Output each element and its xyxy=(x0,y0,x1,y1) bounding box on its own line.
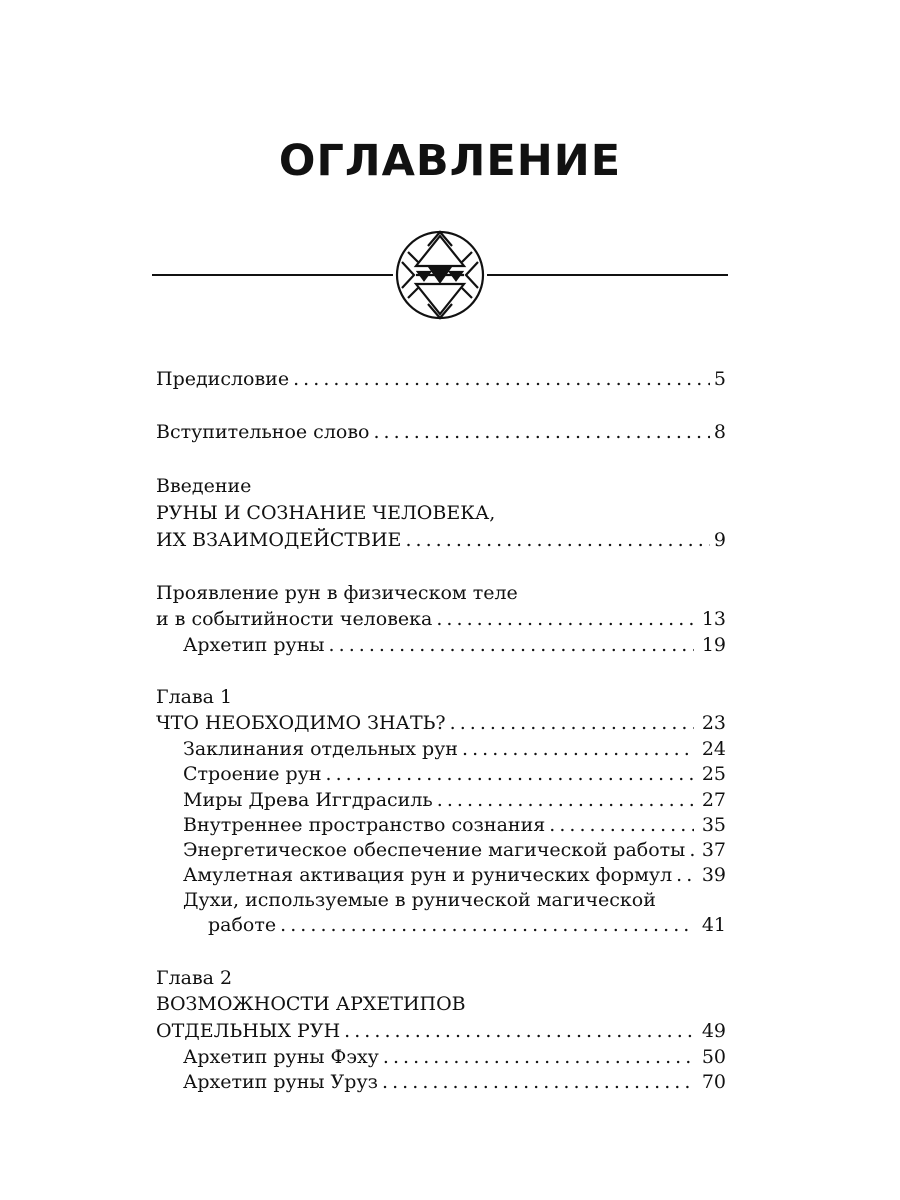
page-title: ОГЛАВЛЕНИЕ xyxy=(278,136,622,186)
entry-title: Амулетная активация рун и рунических формул xyxy=(183,864,673,886)
entry-title: Вступительное слово xyxy=(156,421,370,443)
spirits-line1: Духи, используемые в рунической магической xyxy=(183,889,656,911)
leader-dots xyxy=(549,813,694,838)
entry-page: 19 xyxy=(701,634,726,656)
leader-dots xyxy=(293,367,710,392)
entry-title: Строение рун xyxy=(183,763,322,785)
title-ornament xyxy=(152,228,728,324)
toc-subentry[interactable] xyxy=(183,633,726,659)
entry-page: 8 xyxy=(713,421,726,443)
leader-dots xyxy=(462,737,694,762)
leader-dots xyxy=(383,1045,694,1070)
entry-title: Архетип руны Фэху xyxy=(183,1046,379,1068)
entry-page: 9 xyxy=(713,529,726,551)
entry-page: 50 xyxy=(701,1046,726,1068)
toc-subentry[interactable] xyxy=(183,1070,726,1096)
entry-page: 41 xyxy=(701,914,726,936)
toc-subentry[interactable] xyxy=(183,813,726,839)
toc-entry-chapter1[interactable] xyxy=(156,711,726,737)
entry-title: Миры Древа Иггдрасиль xyxy=(183,789,433,811)
entry-page: 25 xyxy=(701,763,726,785)
manifestation-line1: Проявление рун в физическом теле xyxy=(156,582,518,604)
entry-page: 5 xyxy=(713,368,726,390)
chapter2-title-line1: ВОЗМОЖНОСТИ АРХЕТИПОВ xyxy=(156,993,466,1015)
toc-entry-manifestation[interactable] xyxy=(156,607,726,633)
leader-dots xyxy=(437,788,694,813)
leader-dots xyxy=(280,913,694,938)
leader-dots xyxy=(326,762,694,787)
toc-subentry[interactable] xyxy=(183,737,726,763)
entry-title: и в событийности человека xyxy=(156,608,433,630)
toc-subentry-spirits[interactable] xyxy=(208,913,726,939)
leader-dots xyxy=(676,863,694,888)
entry-page: 70 xyxy=(701,1071,726,1093)
leader-dots xyxy=(405,528,709,553)
entry-title: Предисловие xyxy=(156,368,290,390)
entry-title: работе xyxy=(208,914,277,936)
entry-page: 24 xyxy=(701,738,726,760)
toc-subentry[interactable] xyxy=(183,838,726,864)
entry-page: 37 xyxy=(701,839,726,861)
toc-subentry[interactable] xyxy=(183,762,726,788)
leader-dots xyxy=(436,607,694,632)
toc-subentry[interactable] xyxy=(183,863,726,889)
leader-dots xyxy=(382,1070,694,1095)
chapter2-kicker: Глава 2 xyxy=(156,967,233,989)
entry-page: 35 xyxy=(701,814,726,836)
toc-entry-preface[interactable] xyxy=(156,367,726,393)
entry-page: 23 xyxy=(701,712,726,734)
entry-page: 49 xyxy=(701,1020,726,1042)
entry-page: 27 xyxy=(701,789,726,811)
leader-dots xyxy=(344,1019,694,1044)
leader-dots xyxy=(689,838,694,863)
leader-dots xyxy=(329,633,694,658)
entry-title: ОТДЕЛЬНЫХ РУН xyxy=(156,1020,341,1042)
entry-title: ЧТО НЕОБХОДИМО ЗНАТЬ? xyxy=(156,712,446,734)
introduction-kicker: Введение xyxy=(156,475,252,497)
introduction-title-line1: РУНЫ И СОЗНАНИЕ ЧЕЛОВЕКА, xyxy=(156,502,496,524)
entry-page: 13 xyxy=(701,608,726,630)
entry-title: Архетип руны Уруз xyxy=(183,1071,378,1093)
entry-title: Архетип руны xyxy=(183,634,325,656)
rune-star-emblem-icon xyxy=(397,232,483,318)
leader-dots xyxy=(450,711,694,736)
toc-subentry[interactable] xyxy=(183,1045,726,1071)
entry-title: Заклинания отдельных рун xyxy=(183,738,458,760)
leader-dots xyxy=(373,420,709,445)
toc-entry-introduction[interactable] xyxy=(156,528,726,554)
entry-title: Энергетическое обеспечение магической работы xyxy=(183,839,686,861)
toc-subentry[interactable] xyxy=(183,788,726,814)
toc-entry-chapter2[interactable] xyxy=(156,1019,726,1045)
entry-title: ИХ ВЗАИМОДЕЙСТВИЕ xyxy=(156,529,402,551)
toc-entry-intro-word[interactable] xyxy=(156,420,726,446)
chapter1-kicker: Глава 1 xyxy=(156,686,233,708)
entry-title: Внутреннее пространство сознания xyxy=(183,814,546,836)
entry-page: 39 xyxy=(701,864,726,886)
